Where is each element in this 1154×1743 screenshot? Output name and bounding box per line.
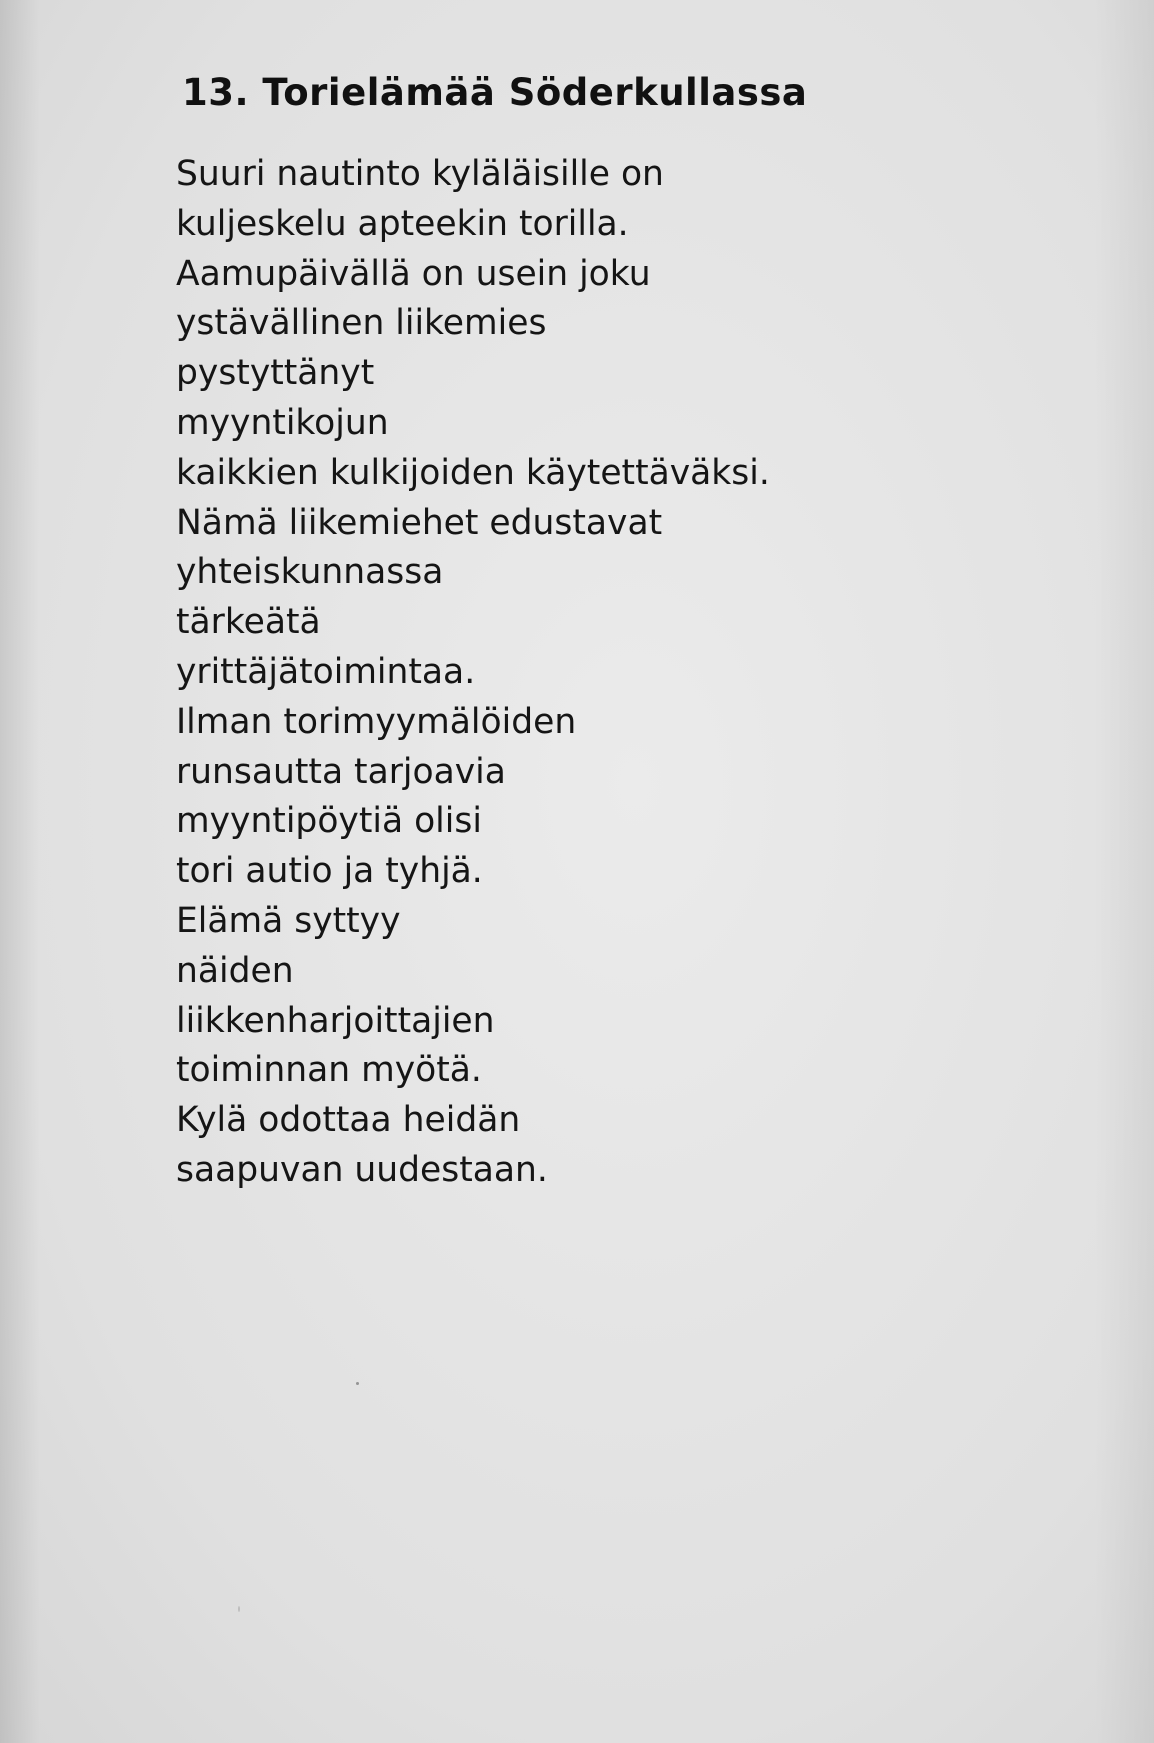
paper-speck — [356, 1382, 359, 1385]
poem-line: tärkeätä — [176, 602, 321, 643]
poem-line: yrittäjätoimintaa. — [176, 651, 476, 692]
poem-body — [176, 150, 936, 1196]
poem-line: saapuvan uudestaan. — [176, 1149, 548, 1190]
poem-line: Suuri nautinto kyläläisille on — [176, 154, 664, 194]
poem-line: myyntikojun — [176, 402, 389, 443]
poem-line: yhteiskunnassa — [176, 552, 444, 593]
poem-title: 13. Torielämää Söderkullassa — [182, 71, 808, 114]
poem — [176, 68, 936, 1196]
poem-line: Nämä liikemiehet edustavat — [176, 502, 663, 543]
poem-line: ystävällinen liikemies — [176, 303, 547, 344]
poem-line: myyntipöytiä olisi — [176, 801, 482, 842]
poem-line: kaikkien kulkijoiden käytettäväksi. — [176, 452, 770, 493]
paper-speck — [238, 1606, 240, 1612]
poem-line: Ilman torimyymälöiden — [176, 701, 577, 742]
poem-line: liikkenharjoittajien — [176, 1000, 495, 1041]
poem-line: tori autio ja tyhjä. — [176, 851, 483, 892]
poem-line: kuljeskelu apteekin torilla. — [176, 203, 629, 244]
poem-line: pystyttänyt — [176, 353, 375, 394]
poem-line: Aamupäivällä on usein joku — [176, 253, 651, 294]
poem-line: runsautta tarjoavia — [176, 751, 506, 792]
poem-line: Kylä odottaa heidän — [176, 1100, 521, 1141]
poem-line: Elämä syttyy — [176, 900, 401, 941]
poem-line: näiden — [176, 950, 294, 991]
poem-line: toiminnan myötä. — [176, 1050, 482, 1091]
